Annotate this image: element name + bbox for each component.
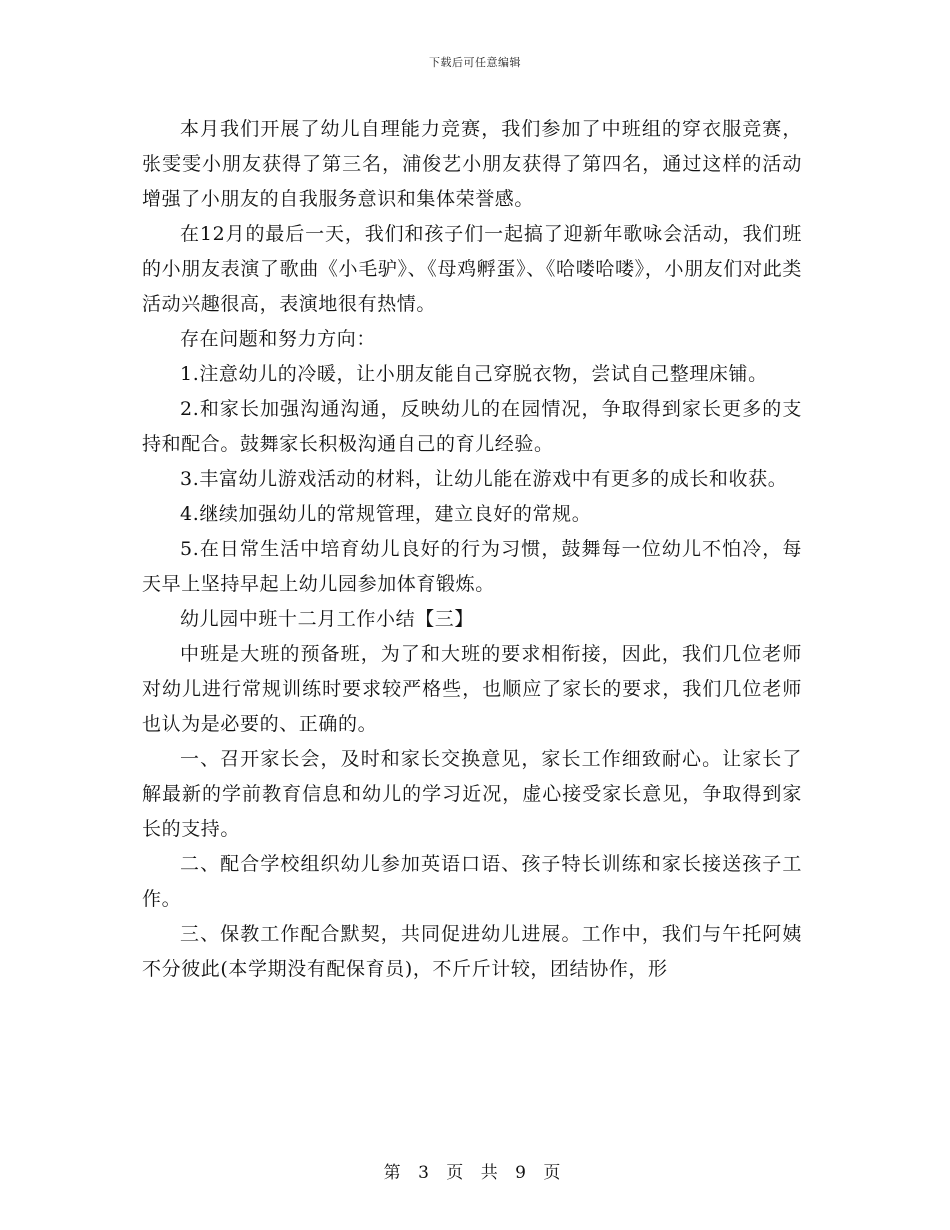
section-heading: 存在问题和努力方向： (180, 328, 377, 350)
list-item: 5.在日常生活中培育幼儿良好的行为习惯，鼓舞每一位幼儿不怕冷，每天早上坚持早起上幼儿园参加体育锻炼。 (142, 538, 802, 595)
paragraph: 二、配合学校组织幼儿参加英语口语、孩子特长训练和家长接送孩子工作。 (142, 853, 802, 910)
document-body (142, 112, 802, 987)
page-header: 下载后可任意编辑 (429, 56, 521, 69)
paragraph: 一、召开家长会，及时和家长交换意见，家长工作细致耐心。让家长了解最新的学前教育信息和幼儿的学习近况，虚心接受家长意见，争取得到家长的支持。 (142, 748, 802, 840)
page-number: 第 3 页 共 9 页 (383, 1163, 567, 1183)
paragraph: 本月我们开展了幼儿自理能力竞赛，我们参加了中班组的穿衣服竞赛，张雯雯小朋友获得了第三名，浦俊艺小朋友获得了第四名，通过这样的活动增强了小朋友的自我服务意识和集体荣誉感。 (142, 118, 802, 210)
list-item: 3.丰富幼儿游戏活动的材料，让幼儿能在游戏中有更多的成长和收获。 (180, 468, 788, 490)
list-item: 2.和家长加强沟通沟通，反映幼儿的在园情况，争取得到家长更多的支持和配合。鼓舞家长积极沟通自己的育儿经验。 (142, 398, 802, 455)
paragraph: 三、保教工作配合默契，共同促进幼儿进展。工作中，我们与午托阿姨不分彼此(本学期没有配保育员)，不斤斤计较，团结协作，形 (142, 923, 802, 980)
section-title: 幼儿园中班十二月工作小结【三】 (180, 608, 475, 630)
list-item: 4.继续加强幼儿的常规管理，建立良好的常规。 (180, 503, 592, 525)
list-item: 1.注意幼儿的冷暖，让小朋友能自己穿脱衣物，尝试自己整理床铺。 (180, 363, 768, 385)
paragraph: 中班是大班的预备班，为了和大班的要求相衔接，因此，我们几位老师对幼儿进行常规训练时要求较严格些，也顺应了家长的要求，我们几位老师也认为是必要的、正确的。 (142, 643, 802, 735)
paragraph: 在12月的最后一天，我们和孩子们一起搞了迎新年歌咏会活动，我们班的小朋友表演了歌曲《小毛驴》、《母鸡孵蛋》、《哈喽哈喽》，小朋友们对此类活动兴趣很高，表演地很有热情。 (142, 223, 802, 315)
